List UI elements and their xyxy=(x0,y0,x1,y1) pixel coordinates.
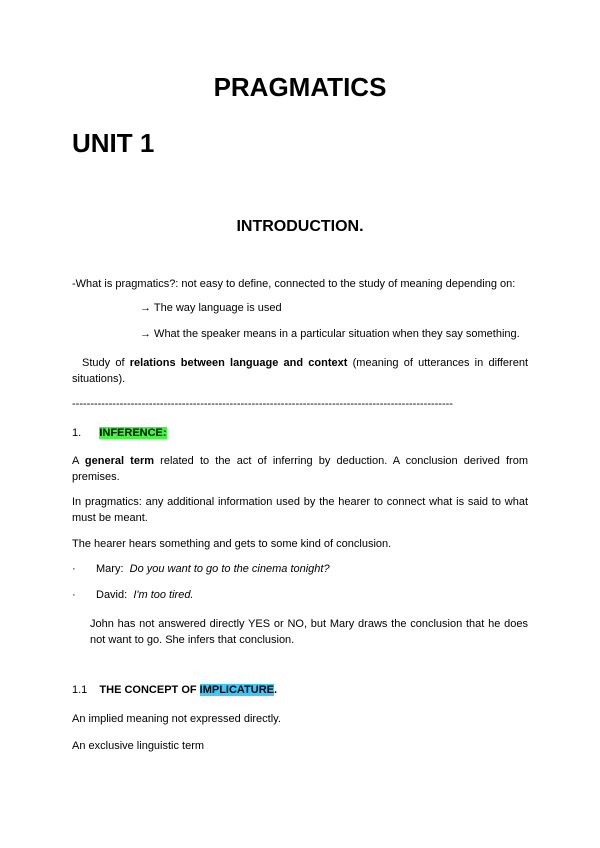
section1-heading xyxy=(72,427,167,439)
def-bold: general term xyxy=(84,455,155,467)
section1-1-number: 1.1 xyxy=(72,684,88,696)
section1-1-label-highlight: IMPLICATURE xyxy=(199,684,275,696)
bullet-mary: · xyxy=(72,563,76,575)
section1-number: 1. xyxy=(72,427,82,439)
study-prefix: Study of xyxy=(82,357,130,369)
pragmatics-line: In pragmatics: any additional information used by the hearer to connect what is said to what must be meant. xyxy=(72,496,528,524)
section1-1-heading xyxy=(72,684,277,696)
study-suffix: (meaning of utterances in different situations). xyxy=(72,357,528,385)
inference-explanation: John has not answered directly YES or NO, but Mary draws the conclusion that he does not want to go. She infers that conclusion. xyxy=(90,618,528,646)
line-david: I'm too tired. xyxy=(133,589,194,601)
implicature-line-2: An exclusive linguistic term xyxy=(72,740,205,752)
intro-heading: INTRODUCTION. xyxy=(236,218,364,235)
what-is-pragmatics: -What is pragmatics?: not easy to define, connected to the study of meaning depending on: xyxy=(72,278,516,290)
study-paragraph xyxy=(72,355,528,387)
dialogue-david xyxy=(96,589,194,601)
section1-1-label-suffix: . xyxy=(274,684,278,696)
def-prefix: A xyxy=(72,455,85,467)
implicature-line-1: An implied meaning not expressed directly. xyxy=(72,713,281,725)
bullet-david: · xyxy=(72,589,76,601)
divider-line: -------------------------------------------------------------------------------------------------------- xyxy=(72,398,453,410)
speaker-mary: Mary: xyxy=(96,563,124,575)
unit-heading: UNIT 1 xyxy=(72,128,155,158)
arrow-item-speaker-meaning: → What the speaker means in a particular situation when they say something. xyxy=(140,328,520,340)
document-title: PRAGMATICS xyxy=(213,72,387,102)
speaker-david: David: xyxy=(96,589,128,601)
hearer-line: The hearer hears something and gets to some kind of conclusion. xyxy=(72,538,392,550)
def-suffix: related to the act of inferring by deduction. A conclusion derived from premises. xyxy=(72,455,529,483)
arrow-item-usage: → The way language is used xyxy=(140,302,282,314)
study-bold: relations between language and context xyxy=(129,357,348,369)
line-mary: Do you want to go to the cinema tonight? xyxy=(129,563,330,575)
section1-label: INFERENCE: xyxy=(99,427,167,439)
inference-definition xyxy=(72,453,528,485)
section1-1-label-prefix: THE CONCEPT OF xyxy=(99,684,200,696)
dialogue-mary xyxy=(96,563,330,575)
